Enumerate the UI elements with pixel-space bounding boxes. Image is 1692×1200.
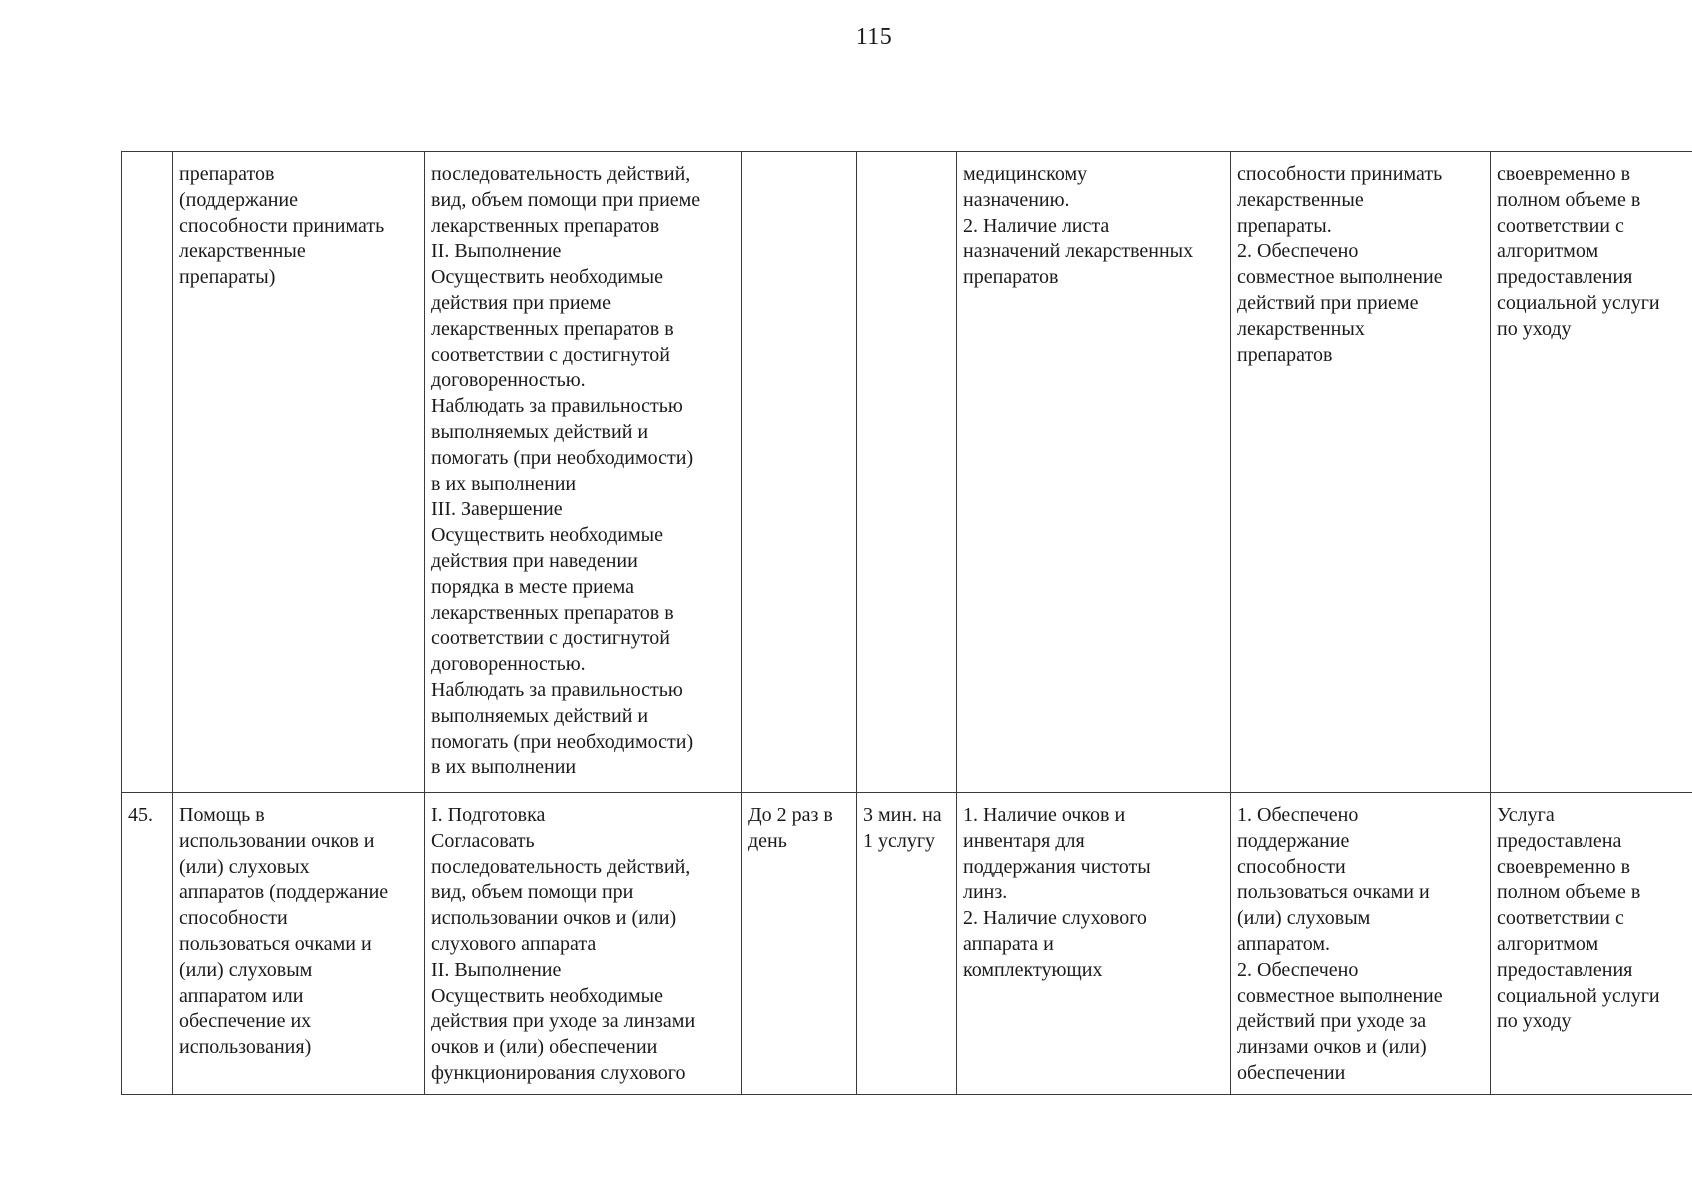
result-cell: 1. Обеспечено поддержание способности пользоваться очками и (или) слуховым аппаратом. 2. Обеспечено совместное выполнение действий при уходе за линзами очков и (или) обеспечении bbox=[1231, 793, 1491, 1095]
frequency-cell bbox=[742, 152, 857, 793]
quality-cell: своевременно в полном объеме в соответствии с алгоритмом предоставления социальной услуги по уходу bbox=[1491, 152, 1692, 793]
procedure-cell: I. Подготовка Согласовать последовательность действий, вид, объем помощи при использовании очков и (или) слухового аппарата II. Выполнение Осуществить необходимые действия при уходе за линзами очков и (или) обеспечении функционирования слухового bbox=[425, 793, 742, 1095]
conditions-cell: медицинскому назначению. 2. Наличие листа назначений лекарственных препаратов bbox=[957, 152, 1231, 793]
service-name-cell: Помощь в использовании очков и (или) слуховых аппаратов (поддержание способности пользоваться очками и (или) слуховым аппаратом или обеспечение их использования) bbox=[173, 793, 425, 1095]
conditions-cell: 1. Наличие очков и инвентаря для поддержания чистоты линз. 2. Наличие слухового аппарата и комплектующих bbox=[957, 793, 1231, 1095]
frequency-cell: До 2 раз в день bbox=[742, 793, 857, 1095]
result-cell: способности принимать лекарственные препараты. 2. Обеспечено совместное выполнение действий при приеме лекарственных препаратов bbox=[1231, 152, 1491, 793]
row-number-cell: 45. bbox=[122, 793, 173, 1095]
page-number: 115 bbox=[855, 24, 893, 50]
table-row bbox=[122, 152, 1692, 793]
services-table bbox=[121, 151, 1692, 1095]
procedure-cell: последовательность действий, вид, объем помощи при приеме лекарственных препаратов II. Выполнение Осуществить необходимые действия при приеме лекарственных препаратов в соответствии с достигнутой договоренностью. Наблюдать за правильностью выполняемых действий и помогать (при необходимости) в их выполнении III. Завершение Осуществить необходимые действия при наведении порядка в месте приема лекарственных препаратов в соответствии с достигнутой договоренностью. Наблюдать за правильностью выполняемых действий и помогать (при необходимости) в их выполнении bbox=[425, 152, 742, 793]
row-number-cell bbox=[122, 152, 173, 793]
service-name-cell: препаратов (поддержание способности принимать лекарственные препараты) bbox=[173, 152, 425, 793]
duration-cell: 3 мин. на 1 услугу bbox=[857, 793, 957, 1095]
duration-cell bbox=[857, 152, 957, 793]
table-row bbox=[122, 793, 1692, 1095]
quality-cell: Услуга предоставлена своевременно в полном объеме в соответствии с алгоритмом предоставления социальной услуги по уходу bbox=[1491, 793, 1692, 1095]
